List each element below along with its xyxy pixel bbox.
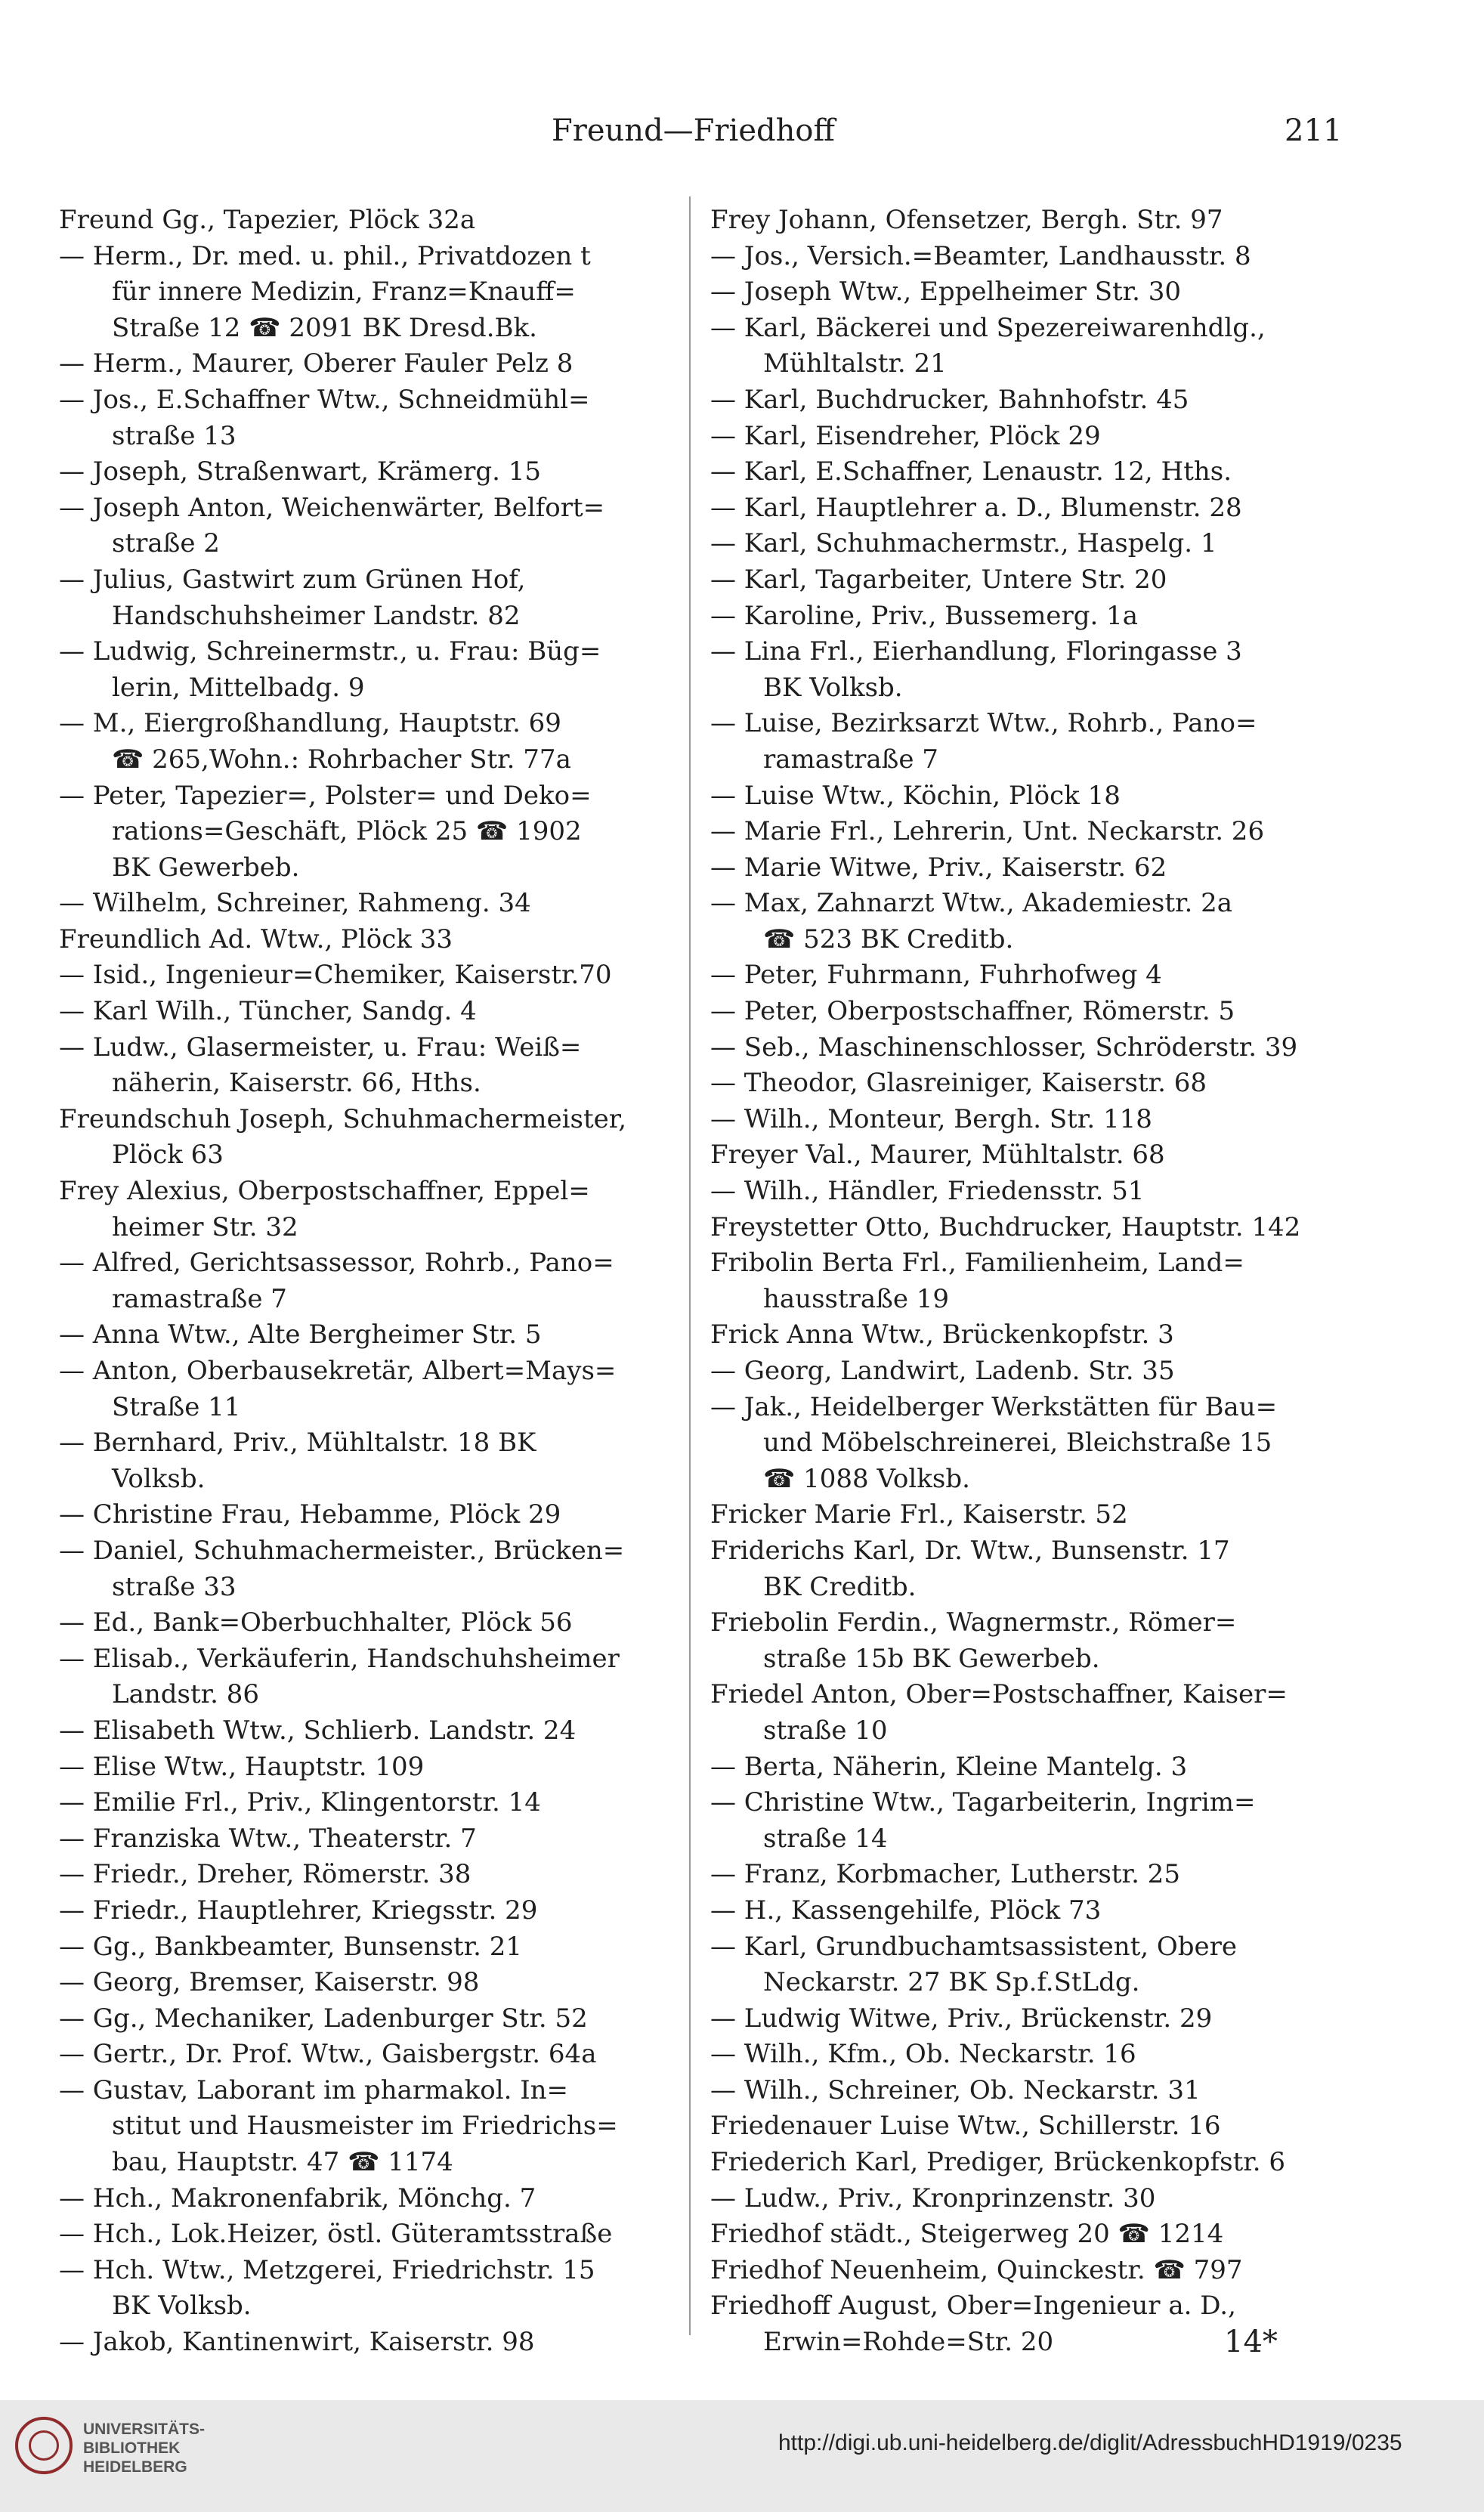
directory-entry-line: — Wilh., Schreiner, Ob. Neckarstr. 31 (710, 2074, 1201, 2105)
directory-entry-line: Volksb. (112, 1463, 206, 1494)
library-name-line: UNIVERSITÄTS- (83, 2421, 206, 2438)
directory-entry-line: — Joseph Wtw., Eppelheimer Str. 30 (710, 277, 1182, 308)
running-header-title: Freund—Friedhoff (552, 113, 835, 148)
directory-entry-line: straße 33 (112, 1571, 237, 1602)
directory-entry-line: — Marie Frl., Lehrerin, Unt. Neckarstr. 26 (710, 816, 1265, 847)
directory-entry-line: Handschuhsheimer Landstr. 82 (112, 600, 521, 631)
directory-entry-line: — Christine Wtw., Tagarbeiterin, Ingrim= (710, 1787, 1256, 1818)
directory-entry-line: Frick Anna Wtw., Brückenkopfstr. 3 (710, 1319, 1174, 1350)
directory-entry-line: — Karl, E.Schaffner, Lenaustr. 12, Hths. (710, 456, 1232, 487)
directory-entry-line: Friebolin Ferdin., Wagnermstr., Römer= (710, 1607, 1237, 1638)
directory-entry-line: — Franz, Korbmacher, Lutherstr. 25 (710, 1859, 1180, 1890)
directory-entry-line: Freund Gg., Tapezier, Plöck 32a (59, 205, 476, 235)
directory-entry-line: — Berta, Näherin, Kleine Mantelg. 3 (710, 1751, 1188, 1782)
directory-entry-line: — Karl, Hauptlehrer a. D., Blumenstr. 28 (710, 492, 1242, 523)
directory-entry-line: — Joseph, Straßenwart, Krämerg. 15 (59, 456, 542, 487)
directory-entry-line: Neckarstr. 27 BK Sp.f.StLdg. (763, 1967, 1140, 1998)
directory-entry-line: Friedhoff August, Ober=Ingenieur a. D., (710, 2291, 1236, 2322)
directory-entry-line: Landstr. 86 (112, 1679, 260, 1710)
directory-entry-line: Freystetter Otto, Buchdrucker, Hauptstr. 142 (710, 1211, 1301, 1242)
directory-entry-line: straße 10 (763, 1715, 888, 1746)
directory-entry-line: — Anton, Oberbausekretär, Albert=Mays= (59, 1356, 617, 1386)
directory-entry-line: — Jos., Versich.=Beamter, Landhausstr. 8 (710, 240, 1251, 271)
directory-entry-line: Fribolin Berta Frl., Familienheim, Land= (710, 1248, 1244, 1279)
directory-entry-line: ☎ 1088 Volksb. (763, 1463, 970, 1494)
directory-entry-line: — Wilh., Monteur, Bergh. Str. 118 (710, 1103, 1152, 1134)
directory-entry-line: — Friedr., Hauptlehrer, Kriegsstr. 29 (59, 1895, 538, 1926)
directory-entry-line: — Peter, Fuhrmann, Fuhrhofweg 4 (710, 960, 1162, 991)
directory-entry-line: hausstraße 19 (763, 1283, 950, 1314)
directory-entry-line: ramastraße 7 (112, 1283, 287, 1314)
directory-entry-line: — Franziska Wtw., Theaterstr. 7 (59, 1823, 477, 1854)
directory-entry-line: — Gg., Mechaniker, Ladenburger Str. 52 (59, 2003, 588, 2034)
directory-entry-line: — Jos., E.Schaffner Wtw., Schneidmühl= (59, 384, 590, 415)
directory-entry-line: — M., Eiergroßhandlung, Hauptstr. 69 (59, 708, 561, 739)
directory-entry-line: Friedenauer Luise Wtw., Schillerstr. 16 (710, 2111, 1221, 2142)
directory-entry-line: Erwin=Rohde=Str. 20 (763, 2327, 1054, 2358)
directory-entry-line: — Luise Wtw., Köchin, Plöck 18 (710, 780, 1121, 811)
directory-entry-line: — Ludw., Glasermeister, u. Frau: Weiß= (59, 1032, 582, 1063)
directory-entry-line: Plöck 63 (112, 1140, 224, 1171)
directory-entry-line: — Karl Wilh., Tüncher, Sandg. 4 (59, 996, 477, 1027)
directory-entry-line: — Herm., Dr. med. u. phil., Privatdozen t (59, 240, 591, 271)
directory-entry-line: — Ludw., Priv., Kronprinzenstr. 30 (710, 2183, 1156, 2213)
directory-entry-line: Mühltalstr. 21 (763, 348, 947, 379)
column-divider (689, 196, 691, 2335)
directory-entry-line: Freundschuh Joseph, Schuhmachermeister, (59, 1103, 627, 1134)
page-header (0, 113, 1484, 159)
directory-entry-line: bau, Hauptstr. 47 ☎ 1174 (112, 2147, 453, 2178)
directory-entry-line: — Karoline, Priv., Bussemerg. 1a (710, 600, 1138, 631)
directory-entry-line: Fricker Marie Frl., Kaiserstr. 52 (710, 1499, 1128, 1530)
library-name (83, 2420, 205, 2476)
directory-entry-line: Friedel Anton, Ober=Postschaffner, Kaiser= (710, 1679, 1288, 1710)
directory-entry-line: — Marie Witwe, Priv., Kaiserstr. 62 (710, 852, 1167, 883)
directory-entry-line: näherin, Kaiserstr. 66, Hths. (112, 1068, 481, 1099)
directory-entry-line: straße 13 (112, 420, 237, 451)
directory-entry-line: straße 2 (112, 528, 220, 559)
directory-entry-line: — Lina Frl., Eierhandlung, Floringasse 3 (710, 636, 1242, 667)
directory-entry-line: — Isid., Ingenieur=Chemiker, Kaiserstr.70 (59, 960, 612, 991)
directory-entry-line: — Ludwig Witwe, Priv., Brückenstr. 29 (710, 2003, 1213, 2034)
directory-entry-line: — Georg, Bremser, Kaiserstr. 98 (59, 1967, 480, 1998)
directory-entry-line: Frey Johann, Ofensetzer, Bergh. Str. 97 (710, 205, 1223, 235)
directory-entry-line: lerin, Mittelbadg. 9 (112, 672, 365, 703)
right-column (710, 203, 1337, 2361)
directory-entry-line: straße 14 (763, 1823, 888, 1854)
directory-entry-line: — Gertr., Dr. Prof. Wtw., Gaisbergstr. 64a (59, 2039, 597, 2070)
directory-entry-line: Freundlich Ad. Wtw., Plöck 33 (59, 923, 453, 954)
library-name-line: BIBLIOTHEK (83, 2439, 181, 2457)
directory-entry-line: — Luise, Bezirksarzt Wtw., Rohrb., Pano= (710, 708, 1257, 739)
directory-entry-line: für innere Medizin, Franz=Knauff= (112, 277, 576, 308)
directory-entry-line: Freyer Val., Maurer, Mühltalstr. 68 (710, 1140, 1165, 1171)
directory-entry-line: — Alfred, Gerichtsassessor, Rohrb., Pano= (59, 1248, 614, 1279)
directory-entry-line: Straße 12 ☎ 2091 BK Dresd.Bk. (112, 312, 537, 343)
directory-entry-line: — Hch., Makronenfabrik, Mönchg. 7 (59, 2183, 536, 2213)
directory-entry-line: — Daniel, Schuhmachermeister., Brücken= (59, 1535, 625, 1566)
directory-entry-line: — Joseph Anton, Weichenwärter, Belfort= (59, 492, 605, 523)
directory-entry-line: — Emilie Frl., Priv., Klingentorstr. 14 (59, 1787, 541, 1818)
directory-entry-line: — Bernhard, Priv., Mühltalstr. 18 BK (59, 1428, 536, 1459)
directory-entry-line: — Wilhelm, Schreiner, Rahmeng. 34 (59, 888, 531, 919)
directory-entry-line: — Christine Frau, Hebamme, Plöck 29 (59, 1499, 561, 1530)
directory-entry-line: — Elise Wtw., Hauptstr. 109 (59, 1751, 425, 1782)
directory-entry-line: — Jakob, Kantinenwirt, Kaiserstr. 98 (59, 2327, 535, 2358)
footer-bar (0, 2400, 1484, 2512)
directory-entry-line: — Ed., Bank=Oberbuchhalter, Plöck 56 (59, 1607, 573, 1638)
directory-entry-line: — Ludwig, Schreinermstr., u. Frau: Büg= (59, 636, 601, 667)
directory-entry-line: BK Volksb. (112, 2291, 252, 2322)
directory-entry-line: — Karl, Buchdrucker, Bahnhofstr. 45 (710, 384, 1189, 415)
directory-entry-line: — Peter, Tapezier=, Polster= und Deko= (59, 780, 592, 811)
directory-entry-line: ☎ 265,Wohn.: Rohrbacher Str. 77a (112, 744, 571, 775)
directory-entry-line: ☎ 523 BK Creditb. (763, 923, 1014, 954)
directory-entry-line: straße 15b BK Gewerbeb. (763, 1643, 1100, 1674)
directory-entry-line: Friderichs Karl, Dr. Wtw., Bunsenstr. 17 (710, 1535, 1230, 1566)
directory-entry-line: — Max, Zahnarzt Wtw., Akademiestr. 2a (710, 888, 1233, 919)
directory-entry-line: — H., Kassengehilfe, Plöck 73 (710, 1895, 1102, 1926)
directory-entry-line: — Anna Wtw., Alte Bergheimer Str. 5 (59, 1319, 542, 1350)
directory-entry-line: Friedhof städt., Steigerweg 20 ☎ 1214 (710, 2219, 1224, 2250)
directory-entry-line: — Hch. Wtw., Metzgerei, Friedrichstr. 15 (59, 2254, 595, 2285)
directory-entry-line: ramastraße 7 (763, 744, 938, 775)
directory-entry-line: Straße 11 (112, 1391, 241, 1422)
directory-entry-line: — Jak., Heidelberger Werkstätten für Bau= (710, 1391, 1278, 1422)
directory-entry-line: Friedhof Neuenheim, Quinckestr. ☎ 797 (710, 2254, 1243, 2285)
directory-entry-line: — Karl, Schuhmachermstr., Haspelg. 1 (710, 528, 1217, 559)
directory-entry-line: — Gg., Bankbeamter, Bunsenstr. 21 (59, 1931, 522, 1962)
library-seal-inner (29, 2430, 59, 2461)
library-seal-icon (15, 2417, 73, 2474)
signature-mark: 14* (1224, 2325, 1278, 2359)
directory-entry-line: rations=Geschäft, Plöck 25 ☎ 1902 (112, 816, 582, 847)
directory-entry-line: — Theodor, Glasreiniger, Kaiserstr. 68 (710, 1068, 1207, 1099)
directory-entry-line: — Karl, Tagarbeiter, Untere Str. 20 (710, 564, 1167, 595)
library-name-line: HEIDELBERG (83, 2458, 187, 2476)
directory-entry-line: BK Gewerbeb. (112, 852, 300, 883)
directory-entry-line: — Wilh., Kfm., Ob. Neckarstr. 16 (710, 2039, 1136, 2070)
directory-entry-line: heimer Str. 32 (112, 1211, 298, 1242)
permalink-url[interactable]: http://digi.ub.uni-heidelberg.de/diglit/AdressbuchHD1919/0235 (778, 2430, 1402, 2455)
directory-entry-line: Friederich Karl, Prediger, Brückenkopfstr. 6 (710, 2147, 1286, 2178)
directory-entry-line: — Karl, Eisendreher, Plöck 29 (710, 420, 1101, 451)
directory-entry-line: stitut und Hausmeister im Friedrichs= (112, 2111, 618, 2142)
directory-entry-line: — Hch., Lok.Heizer, östl. Güteramtsstraße (59, 2219, 613, 2250)
directory-entry-line: — Peter, Oberpostschaffner, Römerstr. 5 (710, 996, 1235, 1027)
directory-entry-line: — Seb., Maschinenschlosser, Schröderstr. 39 (710, 1032, 1298, 1063)
directory-entry-line: BK Creditb. (763, 1571, 917, 1602)
directory-entry-line: Frey Alexius, Oberpostschaffner, Eppel= (59, 1176, 590, 1207)
directory-entry-line: — Karl, Grundbuchamtsassistent, Obere (710, 1931, 1237, 1962)
directory-entry-line: — Georg, Landwirt, Ladenb. Str. 35 (710, 1356, 1175, 1386)
directory-entry-line: — Gustav, Laborant im pharmakol. In= (59, 2074, 569, 2105)
directory-entry-line: — Karl, Bäckerei und Spezereiwarenhdlg., (710, 312, 1266, 343)
directory-entry-line: und Möbelschreinerei, Bleichstraße 15 (763, 1428, 1272, 1459)
page-number: 211 (1285, 113, 1343, 148)
directory-entry-line: BK Volksb. (763, 672, 903, 703)
directory-entry-line: — Wilh., Händler, Friedensstr. 51 (710, 1176, 1145, 1207)
left-column (59, 203, 686, 2361)
directory-entry-line: — Julius, Gastwirt zum Grünen Hof, (59, 564, 526, 595)
directory-entry-line: — Elisabeth Wtw., Schlierb. Landstr. 24 (59, 1715, 577, 1746)
directory-entry-line: — Elisab., Verkäuferin, Handschuhsheimer (59, 1643, 620, 1674)
directory-entry-line: — Herm., Maurer, Oberer Fauler Pelz 8 (59, 348, 574, 379)
directory-entry-line: — Friedr., Dreher, Römerstr. 38 (59, 1859, 471, 1890)
